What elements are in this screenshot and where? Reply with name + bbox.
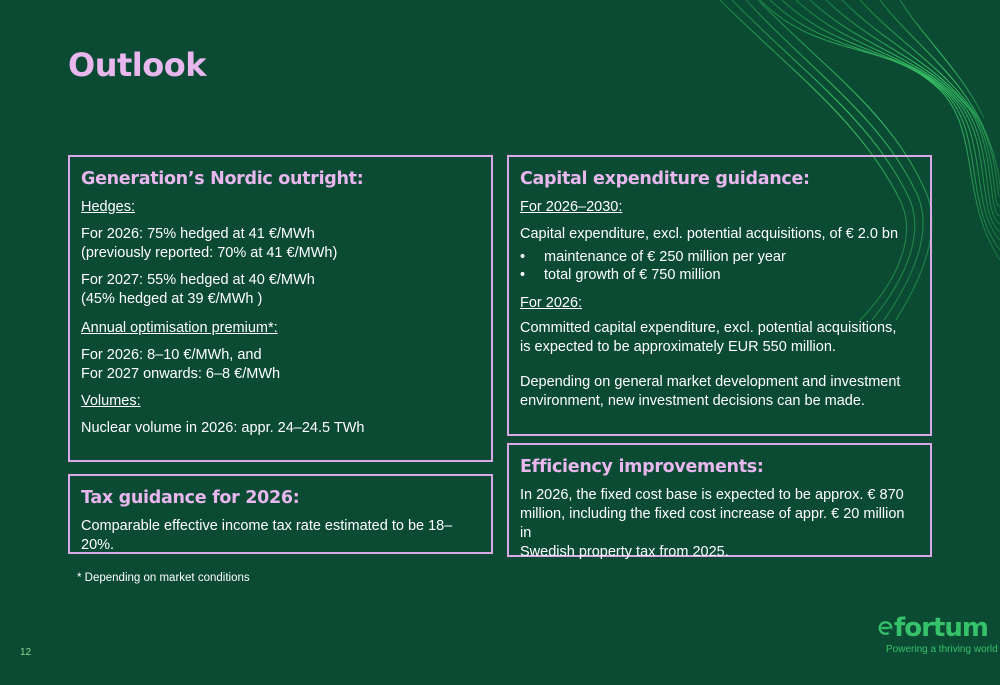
premium-line1: For 2026: 8–10 €/MWh, and	[81, 347, 262, 363]
tax-text: Comparable effective income tax rate estimated to be 18–20%.	[81, 518, 453, 553]
efficiency-line1: In 2026, the fixed cost base is expected to be approx. € 870	[520, 487, 904, 503]
efficiency-line3: Swedish property tax from 2025.	[520, 544, 729, 560]
hedge-2027-line1: For 2027: 55% hedged at 40 €/MWh	[81, 272, 315, 288]
capex-market-line1: Depending on general market development and investment	[520, 374, 901, 390]
brand-name: fortum	[893, 613, 988, 643]
hedge-2026-line1: For 2026: 75% hedged at 41 €/MWh	[81, 226, 315, 242]
hedge-2026-line2: (previously reported: 70% at 41 €/MWh)	[81, 245, 338, 261]
page-title: Outlook	[68, 46, 206, 84]
capex-period-text: Capital expenditure, excl. potential acquisitions, of € 2.0 bn	[520, 226, 899, 242]
fortum-logo	[878, 613, 998, 655]
capex-year-line1: Committed capital expenditure, excl. potential acquisitions,	[520, 320, 897, 336]
premium-label: Annual optimisation premium*:	[81, 320, 278, 336]
capex-market-line2: environment, new investment decisions can be made.	[520, 393, 865, 409]
premium-line2: For 2027 onwards: 6–8 €/MWh	[81, 366, 281, 382]
brand-tagline: Powering a thriving world	[886, 644, 998, 655]
volumes-line: Nuclear volume in 2026: appr. 24–24.5 TWh	[81, 420, 365, 436]
generation-heading: Generation’s Nordic outright:	[81, 169, 364, 189]
capex-period-label: For 2026–2030:	[520, 199, 623, 215]
page-number: 12	[20, 647, 32, 658]
capex-bullets	[520, 248, 919, 284]
capex-bullet-maintenance: • maintenance of € 250 million per year	[520, 248, 919, 266]
efficiency-line2: million, including the fixed cost increase of appr. € 20 million in	[520, 506, 905, 541]
fortum-mark-icon	[878, 615, 893, 641]
generation-box	[68, 155, 493, 462]
hedges-label: Hedges:	[81, 199, 136, 215]
capex-bullet-growth: • total growth of € 750 million	[520, 266, 919, 284]
volumes-label: Volumes:	[81, 393, 141, 409]
capex-year-label: For 2026:	[520, 295, 583, 311]
efficiency-heading: Efficiency improvements:	[520, 457, 764, 477]
hedge-2027-line2: (45% hedged at 39 €/MWh )	[81, 291, 263, 307]
capex-box	[507, 155, 932, 436]
tax-box	[68, 474, 493, 554]
capex-heading: Capital expenditure guidance:	[520, 169, 810, 189]
efficiency-box	[507, 443, 932, 560]
footnote: * Depending on market conditions	[77, 572, 250, 584]
capex-year-line2: is expected to be approximately EUR 550 million.	[520, 339, 836, 355]
tax-heading: Tax guidance for 2026:	[81, 488, 300, 508]
